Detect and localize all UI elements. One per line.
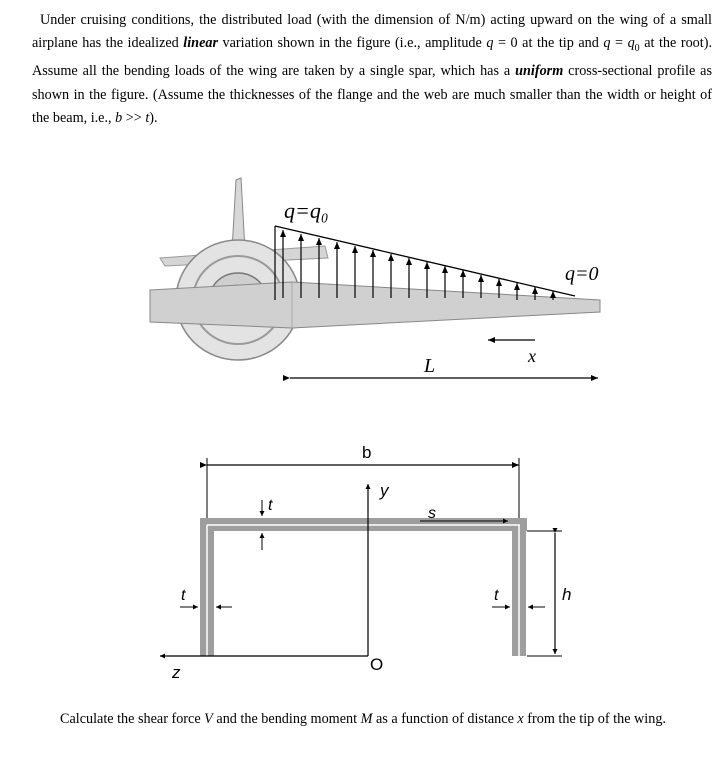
- V-symbol: V: [204, 711, 213, 727]
- label-q-tip: q=0: [565, 263, 599, 285]
- label-t-right: t: [494, 587, 499, 604]
- label-z: z: [172, 663, 181, 682]
- label-t-left: t: [181, 587, 186, 604]
- label-x: x: [528, 346, 536, 366]
- wing-figure: [150, 178, 600, 378]
- q-symbol: q: [603, 35, 611, 52]
- label-b: b: [362, 443, 372, 462]
- M-symbol: M: [360, 711, 373, 727]
- question-text: [60, 708, 690, 731]
- linear-emphasis: linear: [183, 35, 218, 52]
- q0-symbol: q: [627, 35, 635, 52]
- q0-subscript: 0: [634, 43, 640, 55]
- label-O: O: [370, 655, 384, 674]
- tail-fin: [232, 178, 245, 250]
- question-part-1: Calculate the shear force: [60, 711, 205, 727]
- intro-text-3: at the root). Assume all the bending loads of the wing are taken by a single spar, which has a: [32, 35, 712, 80]
- intro-text: Under cruising conditions, the distributed load (with the dimension of N/m) acting upward on the wing of a small airplane has the idealized: [32, 12, 712, 52]
- intro-text-2: variation shown in the figure (i.e., amplitude: [217, 35, 487, 52]
- q-symbol: q: [486, 35, 494, 52]
- intro-text-4: cross-sectional profile as shown in the figure. (Assume the thicknesses of the flange and the web are much smaller than the width or height of the beam, i.e.,: [32, 63, 712, 127]
- question-part-4: from the tip of the wing.: [523, 711, 666, 727]
- eq-root: =: [610, 35, 628, 52]
- label-L: L: [424, 355, 436, 377]
- x-symbol: x: [517, 711, 524, 727]
- uniform-emphasis: uniform: [515, 63, 564, 80]
- t-symbol: t: [145, 110, 150, 127]
- eq-tip: = 0 at the tip and: [493, 35, 604, 52]
- question-part-2: and the bending moment: [212, 711, 361, 727]
- label-h: h: [562, 585, 572, 604]
- label-t-top: t: [268, 497, 273, 514]
- section-figure: [160, 443, 571, 682]
- label-q0: q=q₀: [284, 198, 329, 223]
- cond-end: ).: [149, 110, 158, 127]
- gg-symbol: >>: [122, 110, 146, 127]
- b-symbol: b: [115, 110, 123, 127]
- label-s: s: [428, 505, 436, 522]
- wing: [150, 282, 600, 328]
- question-part-3: as a function of distance: [372, 711, 518, 727]
- label-y: y: [380, 481, 389, 500]
